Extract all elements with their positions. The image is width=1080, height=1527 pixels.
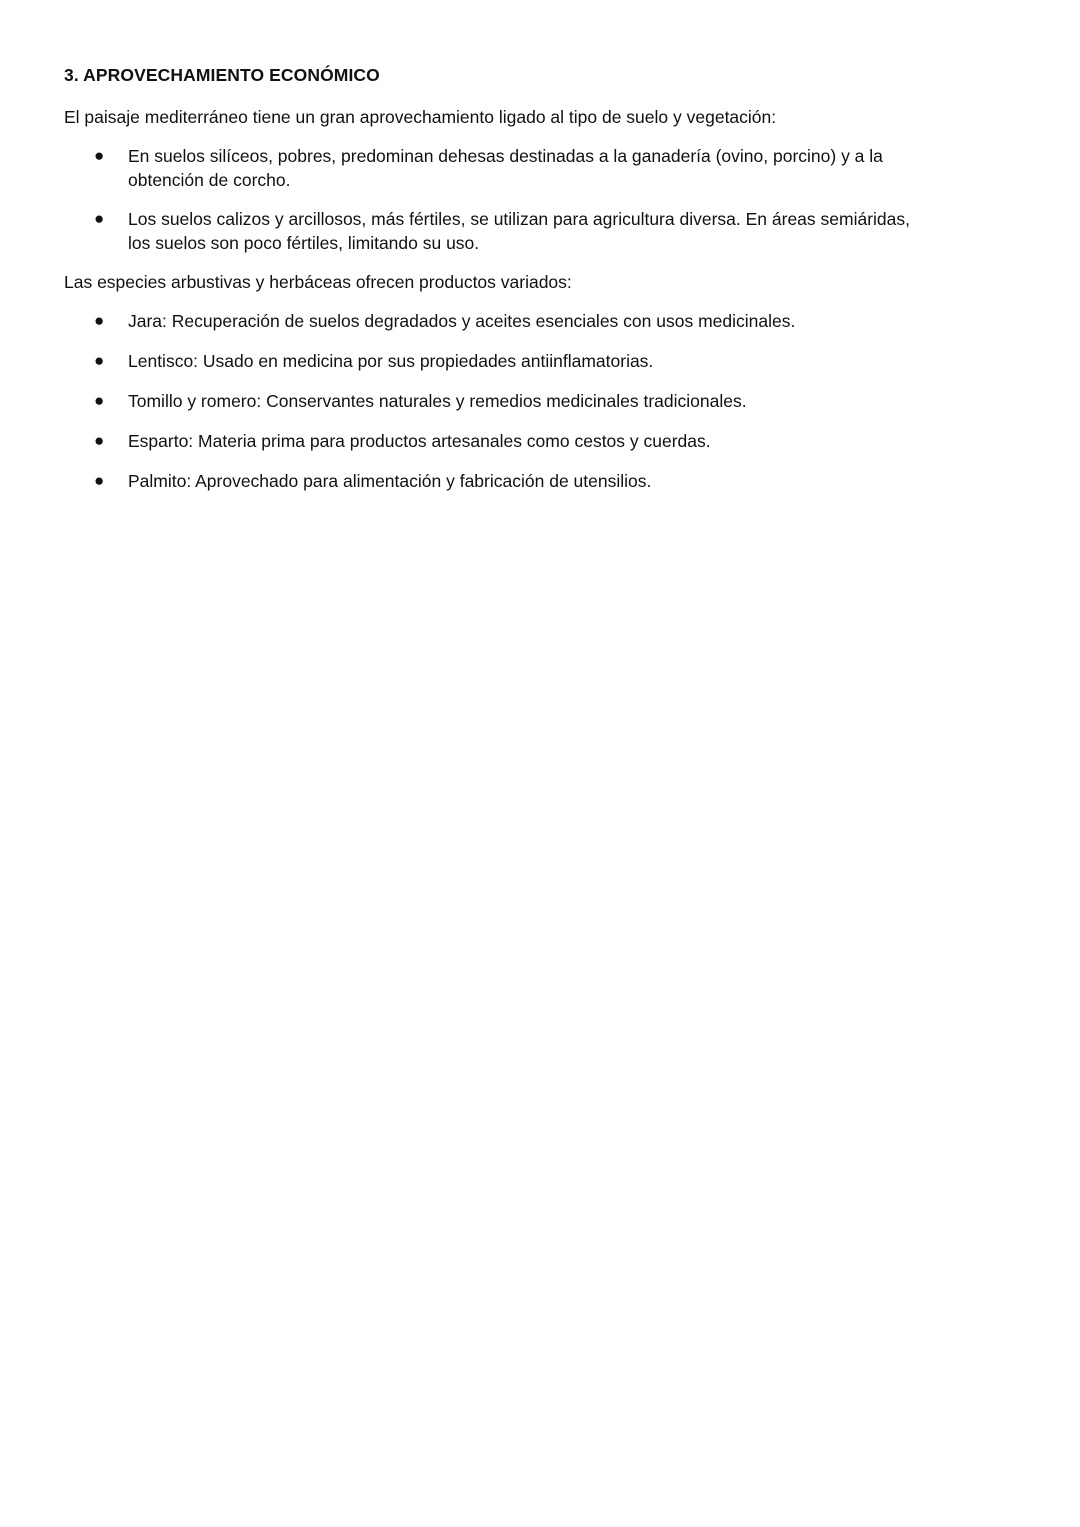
list-item-text: En suelos silíceos, pobres, predominan dehesas destinadas a la ganadería (ovino, porcino) y a la obtención de corcho. <box>128 146 883 190</box>
bullet-icon: ● <box>94 351 105 370</box>
list-item-text: Tomillo y romero: Conservantes naturales y remedios medicinales tradicionales. <box>128 391 747 411</box>
intro-paragraph: El paisaje mediterráneo tiene un gran aprovechamiento ligado al tipo de suelo y vegetación: <box>64 107 777 127</box>
species-intro-paragraph: Las especies arbustivas y herbáceas ofrecen productos variados: <box>64 272 572 292</box>
section-heading: 3. APROVECHAMIENTO ECONÓMICO <box>64 65 380 85</box>
list-item-text: Lentisco: Usado en medicina por sus propiedades antiinflamatorias. <box>128 351 654 371</box>
list-item-text: Los suelos calizos y arcillosos, más fértiles, se utilizan para agricultura diversa. En áreas semiáridas, los suelos son poco fértiles, limitando su uso. <box>128 209 910 253</box>
species-bullet-list <box>64 309 1020 493</box>
list-item-text: Jara: Recuperación de suelos degradados y aceites esenciales con usos medicinales. <box>128 311 796 331</box>
bullet-icon: ● <box>94 209 105 228</box>
list-item-text: Palmito: Aprovechado para alimentación y fabricación de utensilios. <box>128 471 652 491</box>
bullet-icon: ● <box>94 391 105 410</box>
list-item <box>64 309 918 333</box>
list-item <box>64 389 918 413</box>
list-item <box>64 207 918 255</box>
bullet-icon: ● <box>94 471 105 490</box>
list-item-text: Esparto: Materia prima para productos artesanales como cestos y cuerdas. <box>128 431 711 451</box>
bullet-icon: ● <box>94 431 105 450</box>
list-item <box>64 144 918 192</box>
bullet-icon: ● <box>94 146 105 165</box>
soil-bullet-list <box>64 144 1020 255</box>
list-item <box>64 469 918 493</box>
list-item <box>64 429 918 453</box>
bullet-icon: ● <box>94 311 105 330</box>
list-item <box>64 349 918 373</box>
